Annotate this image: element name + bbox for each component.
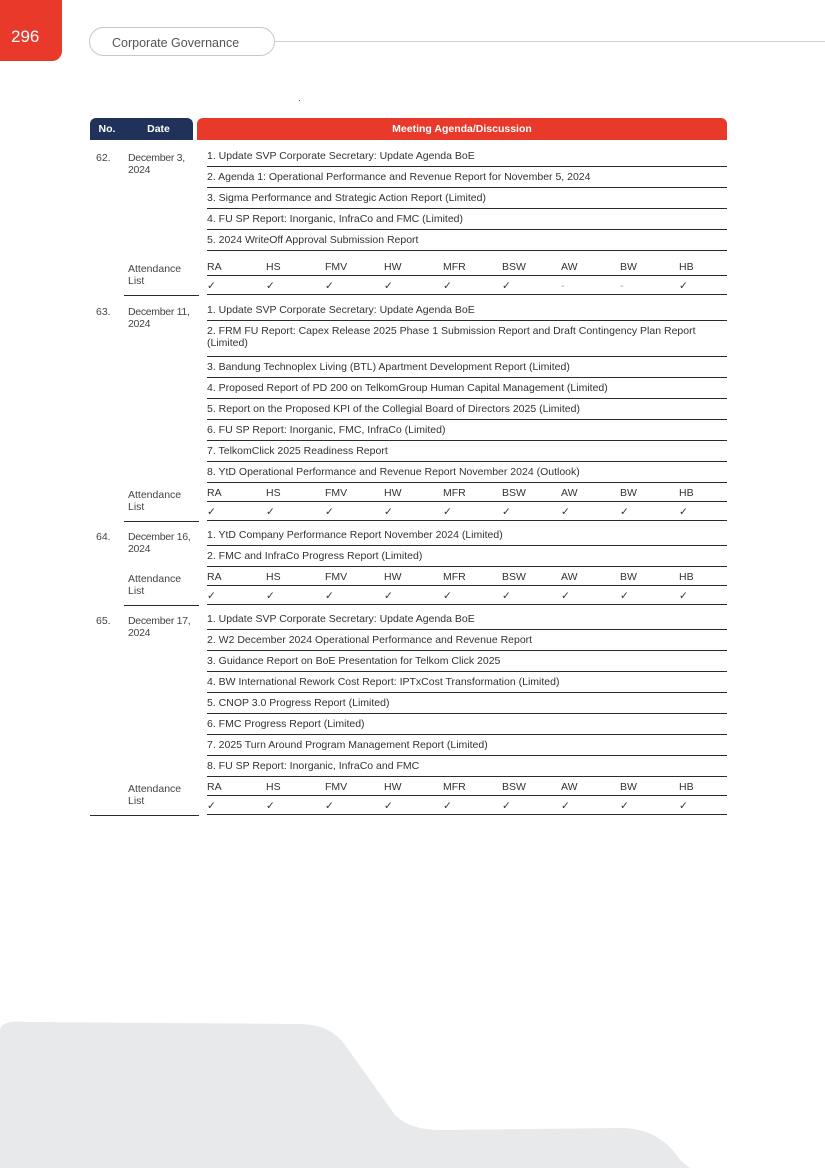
agenda-item: 1. YtD Company Performance Report November 2024 (Limited) — [207, 525, 727, 546]
agenda-item: 5. 2024 WriteOff Approval Submission Report — [207, 230, 727, 251]
agenda-item: 6. FU SP Report: Inorganic, FMC, InfraCo (Limited) — [207, 420, 727, 441]
date-divider — [124, 521, 199, 522]
agenda-item: 8. YtD Operational Performance and Revenue Report November 2024 (Outlook) — [207, 462, 727, 483]
agenda-item: 6. FMC Progress Report (Limited) — [207, 714, 727, 735]
attendance-label: Attendance List — [128, 783, 182, 807]
attendance-mark: ✓ — [207, 590, 216, 602]
attendance-mark: ✓ — [325, 280, 334, 292]
director-initials: FMV — [325, 261, 348, 273]
meeting-date: December 17, 2024 — [128, 615, 191, 639]
attendance-mark: ✓ — [502, 280, 511, 292]
agenda-item: 7. 2025 Turn Around Program Management Report (Limited) — [207, 735, 727, 756]
attendance-mark: ✓ — [325, 800, 334, 812]
attendance-mark: ✓ — [561, 590, 570, 602]
director-initials: HB — [679, 781, 694, 793]
agenda-item: 1. Update SVP Corporate Secretary: Update Agenda BoE — [207, 609, 727, 630]
director-initials: MFR — [443, 781, 466, 793]
meeting-date: December 3, 2024 — [128, 152, 185, 176]
attendance-label: Attendance List — [128, 573, 182, 597]
meeting-date: December 11, 2024 — [128, 306, 190, 330]
attendance-label: Attendance List — [128, 263, 182, 287]
attendance-status-row — [207, 276, 727, 295]
attendance-mark: ✓ — [443, 280, 452, 292]
agenda-item: 4. BW International Rework Cost Report: IPTxCost Transformation (Limited) — [207, 672, 727, 693]
attendance-mark: ✓ — [502, 800, 511, 812]
director-initials: HS — [266, 781, 281, 793]
header-divider — [275, 41, 825, 42]
director-initials: HB — [679, 571, 694, 583]
director-initials: BSW — [502, 487, 526, 499]
agenda-item: 2. FRM FU Report: Capex Release 2025 Phase 1 Submission Report and Draft Contingency Plan Report (Limited) — [207, 321, 727, 357]
stray-dot — [299, 100, 300, 101]
attendance-mark: ✓ — [443, 590, 452, 602]
attendance-status-row — [207, 796, 727, 815]
director-initials: HB — [679, 261, 694, 273]
attendance-mark: ✓ — [502, 590, 511, 602]
director-initials: BSW — [502, 261, 526, 273]
attendance-status-row — [207, 502, 727, 521]
director-initials: MFR — [443, 487, 466, 499]
attendance-mark: ✓ — [207, 800, 216, 812]
date-divider — [124, 605, 199, 606]
date-divider — [124, 815, 199, 816]
director-initials: RA — [207, 781, 222, 793]
agenda-item: 3. Bandung Technoplex Living (BTL) Apartment Development Report (Limited) — [207, 357, 727, 378]
date-section-divider — [124, 567, 199, 568]
page-number: 296 — [11, 27, 40, 46]
attendance-mark: ✓ — [325, 590, 334, 602]
date-section-divider — [124, 257, 199, 258]
director-initials: HS — [266, 487, 281, 499]
director-initials: BW — [620, 487, 637, 499]
attendance-mark: ✓ — [502, 506, 511, 518]
attendance-mark: ✓ — [207, 506, 216, 518]
director-initials: MFR — [443, 261, 466, 273]
attendance-mark: ✓ — [266, 800, 275, 812]
meeting-number: 65. — [96, 615, 111, 627]
section-title: Corporate Governance — [89, 27, 275, 56]
attendance-mark: ✓ — [561, 506, 570, 518]
background-shape — [0, 1020, 825, 1168]
agenda-item: 2. W2 December 2024 Operational Performance and Revenue Report — [207, 630, 727, 651]
director-initials: HS — [266, 571, 281, 583]
attendance-directors-row — [207, 483, 727, 502]
director-initials: BW — [620, 781, 637, 793]
attendance-mark: ✓ — [561, 800, 570, 812]
meeting-date: December 16, 2024 — [128, 531, 191, 555]
agenda-item: 5. CNOP 3.0 Progress Report (Limited) — [207, 693, 727, 714]
attendance-mark: ✓ — [384, 800, 393, 812]
attendance-mark: ✓ — [266, 280, 275, 292]
director-initials: AW — [561, 781, 578, 793]
attendance-mark: - — [620, 280, 624, 292]
director-initials: FMV — [325, 571, 348, 583]
director-initials: HW — [384, 487, 402, 499]
attendance-mark: - — [561, 280, 565, 292]
director-initials: AW — [561, 261, 578, 273]
attendance-mark: ✓ — [620, 800, 629, 812]
agenda-item: 7. TelkomClick 2025 Readiness Report — [207, 441, 727, 462]
attendance-directors-row — [207, 777, 727, 796]
agenda-item: 3. Sigma Performance and Strategic Action Report (Limited) — [207, 188, 727, 209]
director-initials: RA — [207, 487, 222, 499]
agenda-item: 1. Update SVP Corporate Secretary: Update Agenda BoE — [207, 300, 727, 321]
director-initials: AW — [561, 571, 578, 583]
attendance-mark: ✓ — [207, 280, 216, 292]
date-divider — [124, 295, 199, 296]
director-initials: RA — [207, 261, 222, 273]
attendance-mark: ✓ — [620, 590, 629, 602]
attendance-mark: ✓ — [679, 800, 688, 812]
director-initials: AW — [561, 487, 578, 499]
agenda-item: 4. Proposed Report of PD 200 on TelkomGroup Human Capital Management (Limited) — [207, 378, 727, 399]
date-section-divider — [124, 777, 199, 778]
attendance-mark: ✓ — [266, 506, 275, 518]
director-initials: HB — [679, 487, 694, 499]
attendance-directors-row — [207, 257, 727, 276]
attendance-directors-row — [207, 567, 727, 586]
date-section-divider — [124, 483, 199, 484]
director-initials: BSW — [502, 571, 526, 583]
attendance-mark: ✓ — [325, 506, 334, 518]
attendance-status-row — [207, 586, 727, 605]
header-no: No. — [90, 118, 124, 140]
table-end-rule — [90, 815, 124, 816]
director-initials: HW — [384, 261, 402, 273]
header-date: Date — [124, 118, 193, 140]
attendance-mark: ✓ — [384, 506, 393, 518]
attendance-mark: ✓ — [620, 506, 629, 518]
agenda-item: 4. FU SP Report: Inorganic, InfraCo and FMC (Limited) — [207, 209, 727, 230]
attendance-mark: ✓ — [443, 506, 452, 518]
attendance-mark: ✓ — [443, 800, 452, 812]
director-initials: FMV — [325, 781, 348, 793]
director-initials: HW — [384, 781, 402, 793]
director-initials: HW — [384, 571, 402, 583]
attendance-mark: ✓ — [679, 280, 688, 292]
header-agenda: Meeting Agenda/Discussion — [197, 118, 727, 140]
meeting-number: 63. — [96, 306, 111, 318]
attendance-mark: ✓ — [679, 590, 688, 602]
director-initials: FMV — [325, 487, 348, 499]
agenda-item: 8. FU SP Report: Inorganic, InfraCo and FMC — [207, 756, 727, 777]
attendance-mark: ✓ — [384, 280, 393, 292]
director-initials: BW — [620, 571, 637, 583]
agenda-item: 2. Agenda 1: Operational Performance and Revenue Report for November 5, 2024 — [207, 167, 727, 188]
agenda-item: 1. Update SVP Corporate Secretary: Update Agenda BoE — [207, 146, 727, 167]
meeting-number: 64. — [96, 531, 111, 543]
meeting-number: 62. — [96, 152, 111, 164]
director-initials: BW — [620, 261, 637, 273]
director-initials: HS — [266, 261, 281, 273]
director-initials: MFR — [443, 571, 466, 583]
attendance-mark: ✓ — [266, 590, 275, 602]
director-initials: BSW — [502, 781, 526, 793]
attendance-label: Attendance List — [128, 489, 182, 513]
attendance-mark: ✓ — [384, 590, 393, 602]
agenda-item: 3. Guidance Report on BoE Presentation for Telkom Click 2025 — [207, 651, 727, 672]
director-initials: RA — [207, 571, 222, 583]
agenda-item: 5. Report on the Proposed KPI of the Collegial Board of Directors 2025 (Limited) — [207, 399, 727, 420]
attendance-mark: ✓ — [679, 506, 688, 518]
agenda-item: 2. FMC and InfraCo Progress Report (Limited) — [207, 546, 727, 567]
